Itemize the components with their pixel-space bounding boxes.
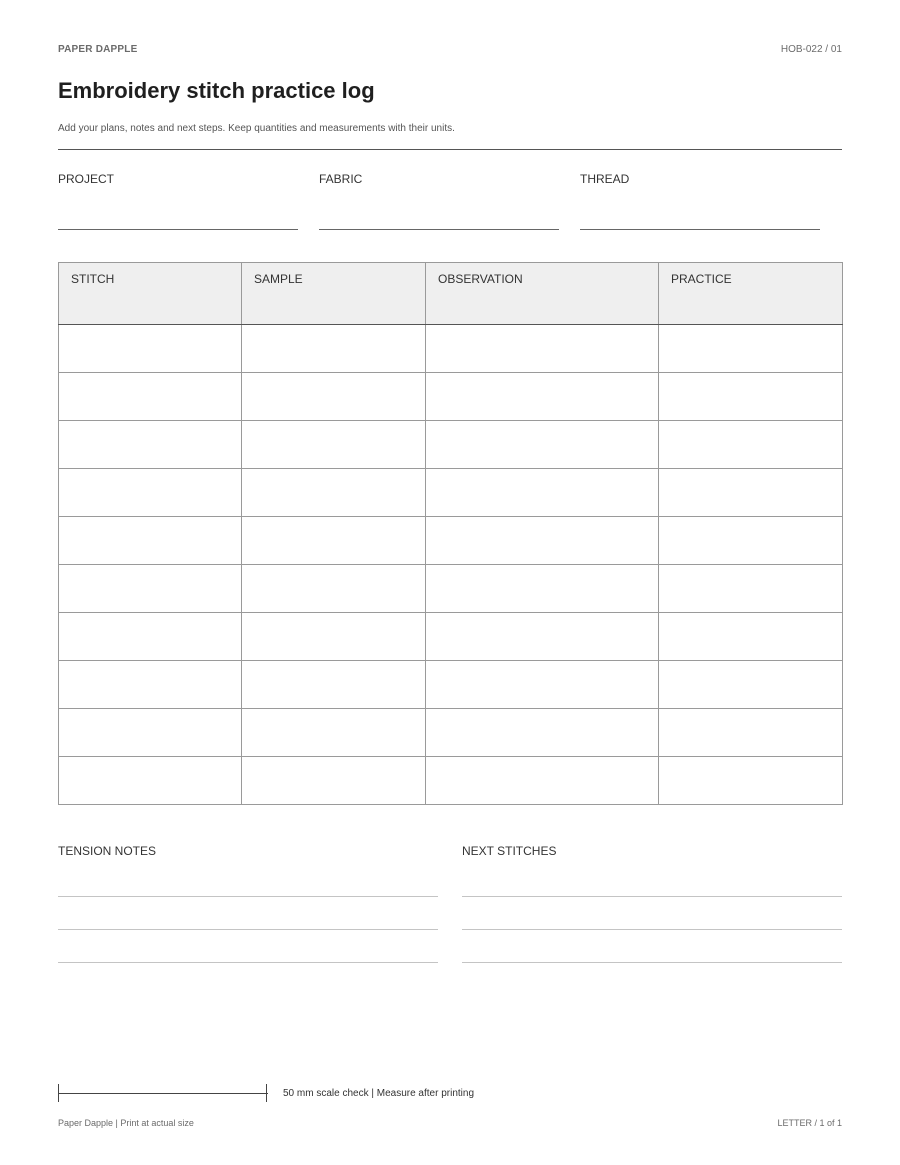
footer-left-text: Paper Dapple | Print at actual size (58, 1118, 194, 1128)
cell-stitch[interactable] (59, 613, 242, 661)
cell-observation[interactable] (426, 613, 659, 661)
table-row (59, 613, 843, 661)
cell-practice[interactable] (659, 373, 843, 421)
thread-field[interactable] (580, 172, 820, 186)
cell-observation[interactable] (426, 757, 659, 805)
table-header-row (59, 263, 843, 325)
cell-sample[interactable] (242, 517, 426, 565)
scale-bar-line (58, 1093, 268, 1094)
cell-observation[interactable] (426, 565, 659, 613)
cell-practice[interactable] (659, 517, 843, 565)
stitch-log-table (58, 262, 843, 805)
tension-notes-line[interactable] (58, 896, 438, 897)
cell-stitch[interactable] (59, 373, 242, 421)
table-row (59, 421, 843, 469)
tension-notes-line[interactable] (58, 929, 438, 930)
column-header-sample: SAMPLE (242, 263, 426, 325)
brand-name: PAPER DAPPLE (58, 44, 138, 55)
cell-stitch[interactable] (59, 421, 242, 469)
cell-practice[interactable] (659, 469, 843, 517)
tension-notes-section (58, 844, 438, 858)
cell-practice[interactable] (659, 613, 843, 661)
header-divider (58, 149, 842, 150)
cell-sample[interactable] (242, 565, 426, 613)
cell-stitch[interactable] (59, 517, 242, 565)
document-id: HOB-022 / 01 (780, 44, 842, 55)
fabric-field[interactable] (319, 172, 559, 186)
cell-stitch[interactable] (59, 661, 242, 709)
cell-practice[interactable] (659, 757, 843, 805)
page-title: Embroidery stitch practice log (58, 78, 375, 103)
cell-observation[interactable] (426, 709, 659, 757)
cell-sample[interactable] (242, 325, 426, 373)
table-row (59, 565, 843, 613)
cell-practice[interactable] (659, 421, 843, 469)
cell-sample[interactable] (242, 661, 426, 709)
thread-label: THREAD (580, 172, 630, 186)
fabric-write-line[interactable] (319, 229, 559, 230)
tension-notes-line[interactable] (58, 962, 438, 963)
scale-check-text: 50 mm scale check | Measure after printing (283, 1088, 475, 1099)
column-header-observation: OBSERVATION (426, 263, 659, 325)
cell-sample[interactable] (242, 373, 426, 421)
cell-sample[interactable] (242, 613, 426, 661)
cell-observation[interactable] (426, 517, 659, 565)
cell-stitch[interactable] (59, 469, 242, 517)
tension-notes-label: TENSION NOTES (58, 844, 157, 858)
cell-sample[interactable] (242, 709, 426, 757)
cell-practice[interactable] (659, 325, 843, 373)
project-label: PROJECT (58, 172, 115, 186)
next-stitches-line[interactable] (462, 962, 842, 963)
cell-stitch[interactable] (59, 709, 242, 757)
next-stitches-line[interactable] (462, 896, 842, 897)
table-row (59, 325, 843, 373)
cell-observation[interactable] (426, 325, 659, 373)
scale-check-bar (58, 1084, 268, 1102)
fabric-label: FABRIC (319, 172, 363, 186)
table-row (59, 709, 843, 757)
thread-write-line[interactable] (580, 229, 820, 230)
cell-practice[interactable] (659, 565, 843, 613)
cell-observation[interactable] (426, 661, 659, 709)
next-stitches-line[interactable] (462, 929, 842, 930)
cell-stitch[interactable] (59, 757, 242, 805)
cell-practice[interactable] (659, 709, 843, 757)
page-subtitle: Add your plans, notes and next steps. Keep quantities and measurements with their units. (58, 123, 455, 134)
project-write-line[interactable] (58, 229, 298, 230)
cell-sample[interactable] (242, 421, 426, 469)
cell-practice[interactable] (659, 661, 843, 709)
table-row (59, 757, 843, 805)
cell-stitch[interactable] (59, 325, 242, 373)
table-row (59, 661, 843, 709)
column-header-practice: PRACTICE (659, 263, 843, 325)
project-field[interactable] (58, 172, 298, 186)
next-stitches-label: NEXT STITCHES (462, 844, 557, 858)
next-stitches-section (462, 844, 842, 858)
cell-sample[interactable] (242, 469, 426, 517)
column-header-stitch: STITCH (59, 263, 242, 325)
cell-observation[interactable] (426, 373, 659, 421)
footer-page-info: LETTER / 1 of 1 (777, 1118, 842, 1128)
cell-sample[interactable] (242, 757, 426, 805)
table-row (59, 373, 843, 421)
table-row (59, 469, 843, 517)
scale-tick-end (266, 1084, 267, 1102)
cell-stitch[interactable] (59, 565, 242, 613)
table-row (59, 517, 843, 565)
cell-observation[interactable] (426, 469, 659, 517)
cell-observation[interactable] (426, 421, 659, 469)
